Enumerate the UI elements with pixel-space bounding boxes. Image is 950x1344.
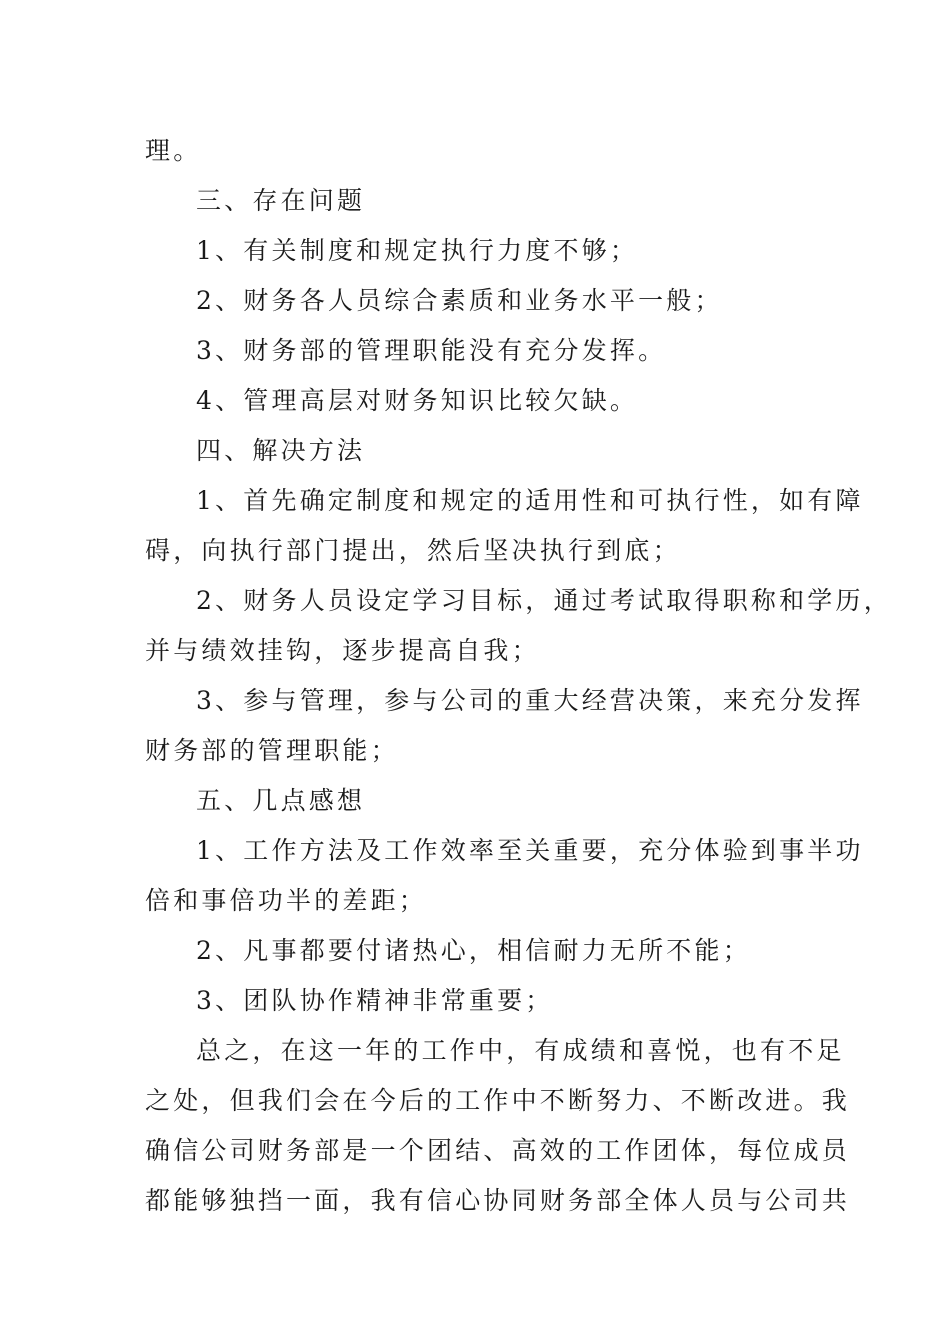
- summary-paragraph-line: 确信公司财务部是一个团结、高效的工作团体，每位成员: [145, 1136, 851, 1165]
- summary-paragraph-line: 总之，在这一年的工作中，有成绩和喜悦，也有不足: [196, 1036, 845, 1065]
- summary-paragraph-line: 都能够独挡一面，我有信心协同财务部全体人员与公司共: [145, 1186, 851, 1215]
- list-item-continuation: 财务部的管理职能；: [145, 736, 399, 765]
- list-item: 3、参与管理，参与公司的重大经营决策，来充分发挥: [196, 686, 864, 715]
- list-item: 2、凡事都要付诸热心，相信耐力无所不能；: [196, 936, 751, 965]
- summary-paragraph-line: 之处，但我们会在今后的工作中不断努力、不断改进。我: [145, 1086, 851, 1115]
- list-item: 2、财务人员设定学习目标，通过考试取得职称和学历，: [196, 586, 892, 615]
- list-item-continuation: 并与绩效挂钩，逐步提高自我；: [145, 636, 540, 665]
- list-item-continuation: 倍和事倍功半的差距；: [145, 886, 428, 915]
- list-item: 3、财务部的管理职能没有充分发挥。: [196, 336, 667, 365]
- list-item: 1、有关制度和规定执行力度不够；: [196, 236, 639, 265]
- paragraph-line: 理。: [145, 136, 202, 165]
- section-heading-problems: 三、存在问题: [196, 186, 366, 215]
- list-item-continuation: 碍，向执行部门提出，然后坚决执行到底；: [145, 536, 681, 565]
- section-heading-solutions: 四、解决方法: [196, 436, 366, 465]
- list-item: 3、团队协作精神非常重要；: [196, 986, 554, 1015]
- list-item: 1、首先确定制度和规定的适用性和可执行性，如有障: [196, 486, 864, 515]
- list-item: 2、财务各人员综合素质和业务水平一般；: [196, 286, 723, 315]
- list-item: 1、工作方法及工作效率至关重要，充分体验到事半功: [196, 836, 864, 865]
- section-heading-thoughts: 五、几点感想: [196, 786, 366, 815]
- list-item: 4、管理高层对财务知识比较欠缺。: [196, 386, 639, 415]
